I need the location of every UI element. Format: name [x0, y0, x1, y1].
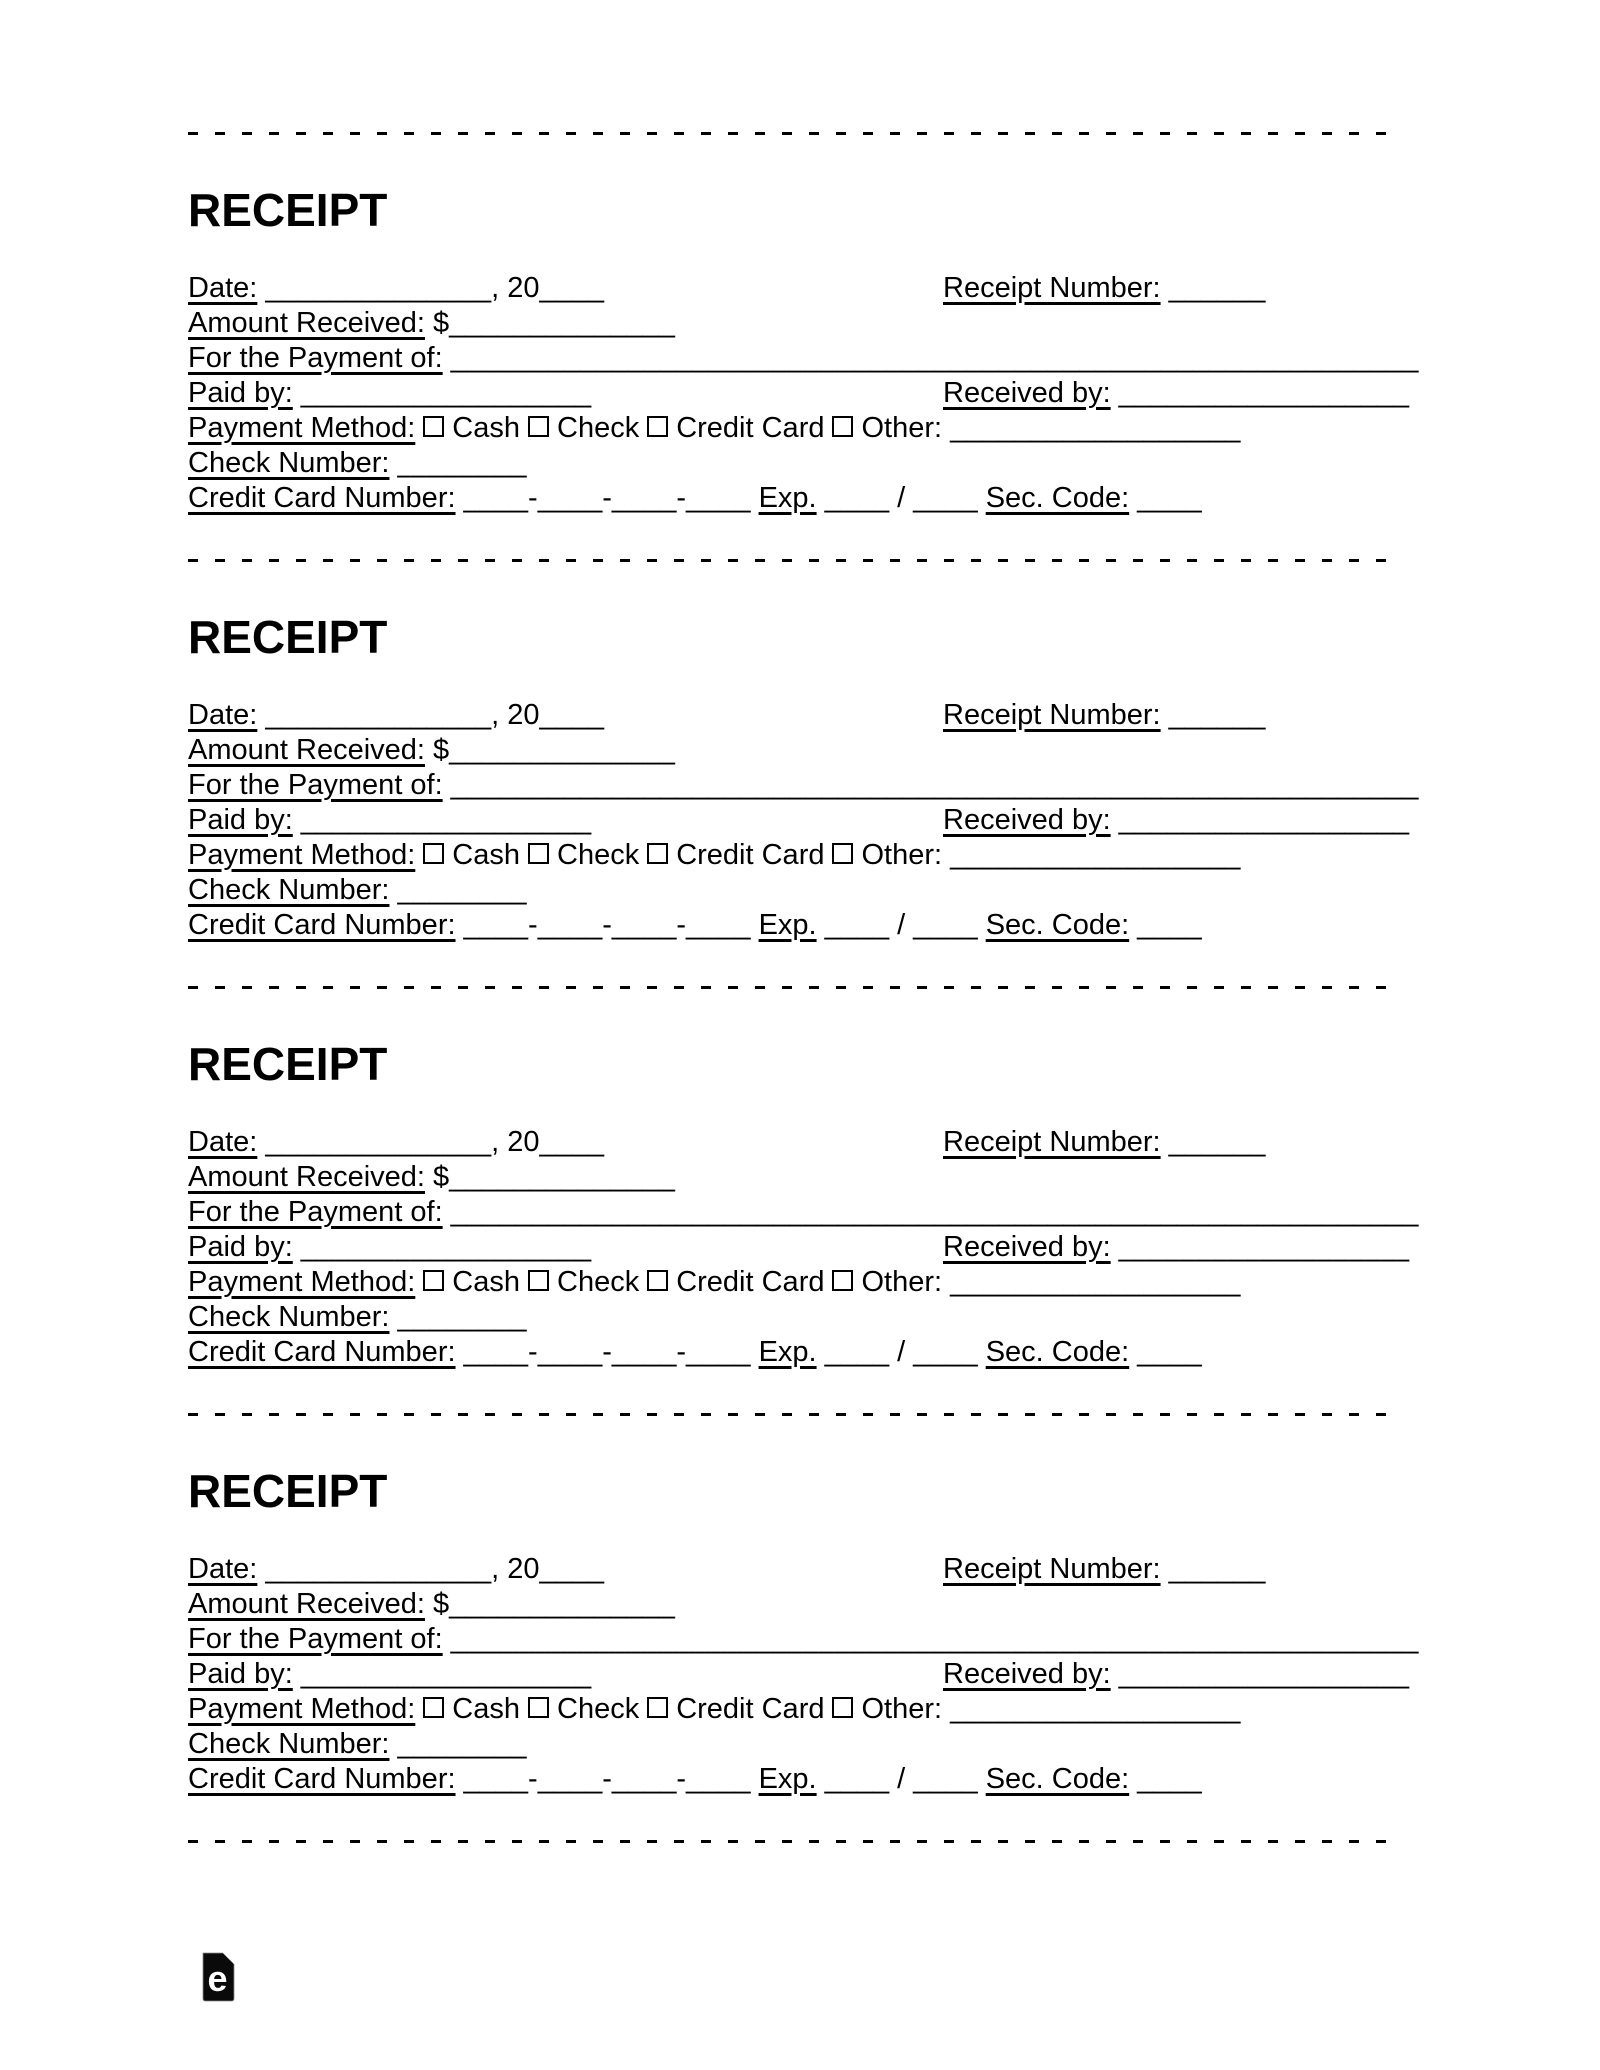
check-option-label: Check — [557, 839, 640, 871]
payment-method-label: Payment Method: — [188, 839, 416, 871]
credit-card-checkbox[interactable] — [647, 1697, 668, 1718]
paid-by-line — [188, 1230, 1433, 1265]
exp-label: Exp. — [758, 482, 817, 514]
sec-code-blank-field[interactable]: ____ — [1137, 1763, 1202, 1795]
receipt-number-group — [943, 1125, 1265, 1160]
currency-symbol: $ — [432, 307, 450, 339]
paid-by-blank-field[interactable]: __________________ — [300, 1658, 592, 1690]
receipt-title: RECEIPT — [188, 1465, 388, 1517]
other-checkbox[interactable] — [832, 1697, 853, 1718]
paid-by-label: Paid by: — [188, 1231, 293, 1263]
check-number-line — [188, 1300, 1433, 1335]
check-number-blank-field[interactable]: ________ — [397, 1728, 527, 1760]
currency-symbol: $ — [432, 1588, 450, 1620]
received-by-label: Received by: — [943, 804, 1111, 836]
receipt-fields — [188, 698, 1433, 943]
paid-by-line — [188, 376, 1433, 411]
paid-by-blank-field[interactable]: __________________ — [300, 804, 592, 836]
credit-card-number-label: Credit Card Number: — [188, 909, 456, 941]
payment-of-blank-field[interactable]: ____________________________________________________________ — [450, 342, 1419, 374]
year-prefix: , 20 — [491, 272, 540, 304]
amount-received-label: Amount Received: — [188, 1588, 425, 1620]
credit-card-number-label: Credit Card Number: — [188, 482, 456, 514]
credit-card-option-label: Credit Card — [676, 1266, 825, 1298]
receipt-number-group — [943, 698, 1265, 733]
check-number-blank-field[interactable]: ________ — [397, 874, 527, 906]
check-checkbox[interactable] — [528, 1697, 549, 1718]
receipt-number-blank-field[interactable]: ______ — [1168, 699, 1266, 731]
payment-of-label: For the Payment of: — [188, 1623, 443, 1655]
other-option-label: Other: — [861, 1266, 943, 1298]
date-label: Date: — [188, 272, 258, 304]
receipt-fields — [188, 1125, 1433, 1370]
credit-card-line — [188, 1335, 1433, 1370]
exp-month-blank-field[interactable]: ____ — [824, 1763, 890, 1795]
cash-option-label: Cash — [452, 1693, 520, 1725]
amount-blank-field[interactable]: ______________ — [449, 734, 675, 766]
credit-card-number-blank-field[interactable]: ____-____-____-____ — [463, 909, 751, 941]
receipt-number-blank-field[interactable]: ______ — [1168, 272, 1266, 304]
paid-by-label: Paid by: — [188, 1658, 293, 1690]
exp-slash: / — [897, 909, 906, 941]
other-blank-field[interactable]: __________________ — [950, 1693, 1241, 1725]
amount-blank-field[interactable]: ______________ — [449, 307, 675, 339]
payment-method-label: Payment Method: — [188, 412, 416, 444]
payment-method-line — [188, 1692, 1433, 1727]
other-option-label: Other: — [861, 1693, 943, 1725]
exp-slash: / — [897, 1336, 906, 1368]
paid-by-blank-field[interactable]: __________________ — [300, 1231, 592, 1263]
cash-checkbox[interactable] — [423, 1270, 444, 1291]
other-blank-field[interactable]: __________________ — [950, 412, 1241, 444]
cash-option-label: Cash — [452, 412, 520, 444]
exp-slash: / — [897, 1763, 906, 1795]
date-line — [188, 698, 1433, 733]
year-prefix: , 20 — [491, 1126, 540, 1158]
payment-of-label: For the Payment of: — [188, 769, 443, 801]
paid-by-label: Paid by: — [188, 377, 293, 409]
check-option-label: Check — [557, 412, 640, 444]
exp-month-blank-field[interactable]: ____ — [824, 482, 890, 514]
date-label: Date: — [188, 1126, 258, 1158]
credit-card-checkbox[interactable] — [647, 843, 668, 864]
credit-card-option-label: Credit Card — [676, 839, 825, 871]
check-checkbox[interactable] — [528, 843, 549, 864]
cash-checkbox[interactable] — [423, 416, 444, 437]
date-line — [188, 1552, 1433, 1587]
credit-card-number-blank-field[interactable]: ____-____-____-____ — [463, 1763, 751, 1795]
received-by-group — [943, 1230, 1409, 1265]
date-line — [188, 1125, 1433, 1160]
check-number-label: Check Number: — [188, 874, 390, 906]
payment-of-blank-field[interactable]: ____________________________________________________________ — [450, 1623, 1419, 1655]
receipt-title: RECEIPT — [188, 184, 388, 236]
other-blank-field[interactable]: __________________ — [950, 1266, 1241, 1298]
sec-code-label: Sec. Code: — [985, 1763, 1130, 1795]
credit-card-line — [188, 481, 1433, 516]
date-line — [188, 271, 1433, 306]
payment-of-blank-field[interactable]: ____________________________________________________________ — [450, 1196, 1419, 1228]
amount-received-label: Amount Received: — [188, 1161, 425, 1193]
amount-received-label: Amount Received: — [188, 307, 425, 339]
sec-code-label: Sec. Code: — [985, 1336, 1130, 1368]
receipt-section-3 — [188, 989, 1433, 1370]
cash-checkbox[interactable] — [423, 843, 444, 864]
payment-of-label: For the Payment of: — [188, 342, 443, 374]
payment-method-label: Payment Method: — [188, 1266, 416, 1298]
exp-year-blank-field[interactable]: ____ — [913, 1763, 978, 1795]
receipt-fields — [188, 271, 1433, 516]
payment-of-label: For the Payment of: — [188, 1196, 443, 1228]
received-by-blank-field[interactable]: __________________ — [1118, 1231, 1409, 1263]
received-by-group — [943, 1657, 1409, 1692]
check-checkbox[interactable] — [528, 1270, 549, 1291]
amount-received-line — [188, 733, 1433, 768]
exp-label: Exp. — [758, 1763, 817, 1795]
year-prefix: , 20 — [491, 699, 540, 731]
sec-code-label: Sec. Code: — [985, 482, 1130, 514]
check-option-label: Check — [557, 1693, 640, 1725]
payment-of-blank-field[interactable]: ____________________________________________________________ — [450, 769, 1419, 801]
payment-method-line — [188, 411, 1433, 446]
credit-card-number-blank-field[interactable]: ____-____-____-____ — [463, 1336, 751, 1368]
logo-letter: e — [207, 1958, 228, 1999]
date-blank-field[interactable]: ______________ — [265, 699, 492, 731]
check-number-blank-field[interactable]: ________ — [397, 1301, 527, 1333]
amount-blank-field[interactable]: ______________ — [449, 1588, 675, 1620]
credit-card-checkbox[interactable] — [647, 1270, 668, 1291]
receipt-fields — [188, 1552, 1433, 1797]
payment-of-line — [188, 1195, 1433, 1230]
cash-option-label: Cash — [452, 839, 520, 871]
check-option-label: Check — [557, 1266, 640, 1298]
payment-method-label: Payment Method: — [188, 1693, 416, 1725]
amount-received-line — [188, 1160, 1433, 1195]
check-number-label: Check Number: — [188, 447, 390, 479]
sec-code-blank-field[interactable]: ____ — [1137, 909, 1202, 941]
credit-card-checkbox[interactable] — [647, 416, 668, 437]
received-by-group — [943, 376, 1409, 411]
exp-year-blank-field[interactable]: ____ — [913, 482, 978, 514]
cash-option-label: Cash — [452, 1266, 520, 1298]
payment-of-line — [188, 341, 1433, 376]
paid-by-blank-field[interactable]: __________________ — [300, 377, 592, 409]
year-prefix: , 20 — [491, 1553, 540, 1585]
exp-year-blank-field[interactable]: ____ — [913, 909, 978, 941]
payment-of-line — [188, 768, 1433, 803]
received-by-blank-field[interactable]: __________________ — [1118, 1658, 1409, 1690]
receipt-number-blank-field[interactable]: ______ — [1168, 1553, 1266, 1585]
receipt-section-2 — [188, 562, 1433, 943]
credit-card-number-blank-field[interactable]: ____-____-____-____ — [463, 482, 751, 514]
eforms-document-icon — [199, 1952, 237, 2002]
paid-by-line — [188, 1657, 1433, 1692]
credit-card-option-label: Credit Card — [676, 1693, 825, 1725]
payment-of-line — [188, 1622, 1433, 1657]
sec-code-blank-field[interactable]: ____ — [1137, 482, 1202, 514]
receipt-number-group — [943, 1552, 1265, 1587]
paid-by-label: Paid by: — [188, 804, 293, 836]
exp-year-blank-field[interactable]: ____ — [913, 1336, 978, 1368]
exp-month-blank-field[interactable]: ____ — [824, 909, 890, 941]
exp-label: Exp. — [758, 909, 817, 941]
credit-card-number-label: Credit Card Number: — [188, 1336, 456, 1368]
receipt-number-label: Receipt Number: — [943, 1126, 1161, 1158]
receipt-number-label: Receipt Number: — [943, 272, 1161, 304]
received-by-blank-field[interactable]: __________________ — [1118, 377, 1409, 409]
exp-slash: / — [897, 482, 906, 514]
year-blank-field[interactable]: ____ — [539, 1126, 605, 1158]
amount-received-line — [188, 306, 1433, 341]
amount-received-line — [188, 1587, 1433, 1622]
other-checkbox[interactable] — [832, 416, 853, 437]
date-label: Date: — [188, 699, 258, 731]
exp-label: Exp. — [758, 1336, 817, 1368]
date-blank-field[interactable]: ______________ — [265, 272, 492, 304]
other-checkbox[interactable] — [832, 1270, 853, 1291]
check-number-line — [188, 873, 1433, 908]
sec-code-blank-field[interactable]: ____ — [1137, 1336, 1202, 1368]
received-by-label: Received by: — [943, 1231, 1111, 1263]
receipt-number-label: Receipt Number: — [943, 699, 1161, 731]
receipt-section-1 — [188, 135, 1433, 516]
credit-card-line — [188, 1762, 1433, 1797]
other-checkbox[interactable] — [832, 843, 853, 864]
receipt-number-label: Receipt Number: — [943, 1553, 1161, 1585]
received-by-group — [943, 803, 1409, 838]
receipt-number-blank-field[interactable]: ______ — [1168, 1126, 1266, 1158]
sec-code-label: Sec. Code: — [985, 909, 1130, 941]
other-blank-field[interactable]: __________________ — [950, 839, 1241, 871]
year-blank-field[interactable]: ____ — [539, 272, 605, 304]
check-checkbox[interactable] — [528, 416, 549, 437]
date-blank-field[interactable]: ______________ — [265, 1126, 492, 1158]
year-blank-field[interactable]: ____ — [539, 1553, 605, 1585]
check-number-line — [188, 1727, 1433, 1762]
payment-method-line — [188, 838, 1433, 873]
other-option-label: Other: — [861, 839, 943, 871]
credit-card-line — [188, 908, 1433, 943]
receipt-number-group — [943, 271, 1265, 306]
check-number-blank-field[interactable]: ________ — [397, 447, 527, 479]
received-by-label: Received by: — [943, 377, 1111, 409]
check-number-label: Check Number: — [188, 1728, 390, 1760]
check-number-line — [188, 446, 1433, 481]
exp-month-blank-field[interactable]: ____ — [824, 1336, 890, 1368]
year-blank-field[interactable]: ____ — [539, 699, 605, 731]
received-by-label: Received by: — [943, 1658, 1111, 1690]
amount-received-label: Amount Received: — [188, 734, 425, 766]
payment-method-line — [188, 1265, 1433, 1300]
credit-card-number-label: Credit Card Number: — [188, 1763, 456, 1795]
receipt-title: RECEIPT — [188, 611, 388, 663]
currency-symbol: $ — [432, 1161, 450, 1193]
date-blank-field[interactable]: ______________ — [265, 1553, 492, 1585]
date-label: Date: — [188, 1553, 258, 1585]
cash-checkbox[interactable] — [423, 1697, 444, 1718]
other-option-label: Other: — [861, 412, 943, 444]
paid-by-line — [188, 803, 1433, 838]
eforms-logo — [199, 1952, 237, 2002]
credit-card-option-label: Credit Card — [676, 412, 825, 444]
received-by-blank-field[interactable]: __________________ — [1118, 804, 1409, 836]
amount-blank-field[interactable]: ______________ — [449, 1161, 675, 1193]
receipt-title: RECEIPT — [188, 1038, 388, 1090]
check-number-label: Check Number: — [188, 1301, 390, 1333]
currency-symbol: $ — [432, 734, 450, 766]
dashed-separator — [188, 1840, 1400, 1843]
receipt-section-4 — [188, 1416, 1433, 1797]
